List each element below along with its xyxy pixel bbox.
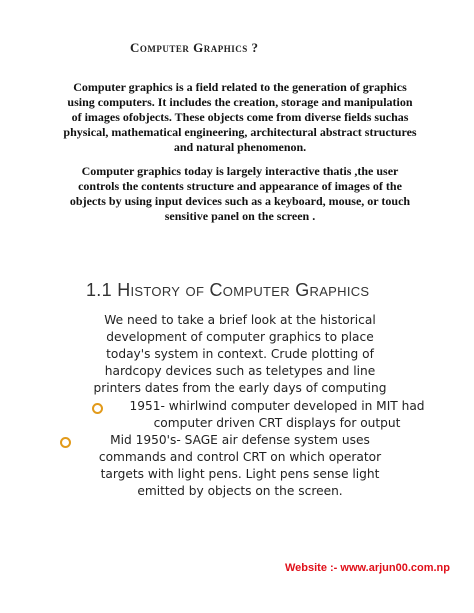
text-line: today's system in context. Crude plotting of bbox=[106, 347, 374, 361]
section-title-history: 1.1 History of Computer Graphics bbox=[86, 280, 370, 300]
text-line: Computer graphics is a field related to the generation of graphics bbox=[73, 80, 407, 94]
text-line: of images ofobjects. These objects come from diverse fields suchas bbox=[71, 110, 409, 124]
bullet-text bbox=[112, 398, 442, 432]
text-line: Computer graphics today is largely interactive thatis ,the user bbox=[81, 164, 399, 178]
text-line: using computers. It includes the creation, storage and manipulation bbox=[67, 95, 413, 109]
text-line: commands and control CRT on which operator bbox=[98, 450, 382, 464]
section-title-computer-graphics: Computer Graphics ? bbox=[130, 40, 259, 55]
text-line: 1951- whirlwind computer developed in MIT had bbox=[129, 399, 425, 413]
text-line: targets with light pens. Light pens sense light bbox=[100, 467, 380, 481]
text-line: physical, mathematical engineering, architectural abstract structures bbox=[63, 125, 417, 139]
text-line: emitted by objects on the screen. bbox=[137, 484, 343, 498]
history-intro bbox=[70, 312, 410, 397]
text-line: printers dates from the early days of computing bbox=[93, 381, 387, 395]
text-line: computer driven CRT displays for output bbox=[153, 416, 401, 430]
paragraph-definition bbox=[40, 80, 440, 155]
text-line: controls the contents structure and appearance of images of the bbox=[78, 179, 402, 193]
hollow-circle-bullet-icon bbox=[92, 403, 103, 414]
bullet-text bbox=[60, 432, 420, 500]
text-line: and natural phenomenon. bbox=[173, 140, 307, 154]
text-line: objects by using input devices such as a keyboard, mouse, or touch bbox=[69, 194, 411, 208]
footer-website: Website :- www.arjun00.com.np bbox=[284, 562, 450, 574]
text-line: We need to take a brief look at the historical bbox=[104, 313, 376, 327]
text-line: development of computer graphics to place bbox=[106, 330, 374, 344]
paragraph-interactive bbox=[40, 164, 440, 224]
text-line: sensitive panel on the screen . bbox=[164, 209, 316, 223]
text-line: hardcopy devices such as teletypes and line bbox=[104, 364, 376, 378]
text-line: Mid 1950's- SAGE air defense system uses bbox=[110, 433, 370, 447]
